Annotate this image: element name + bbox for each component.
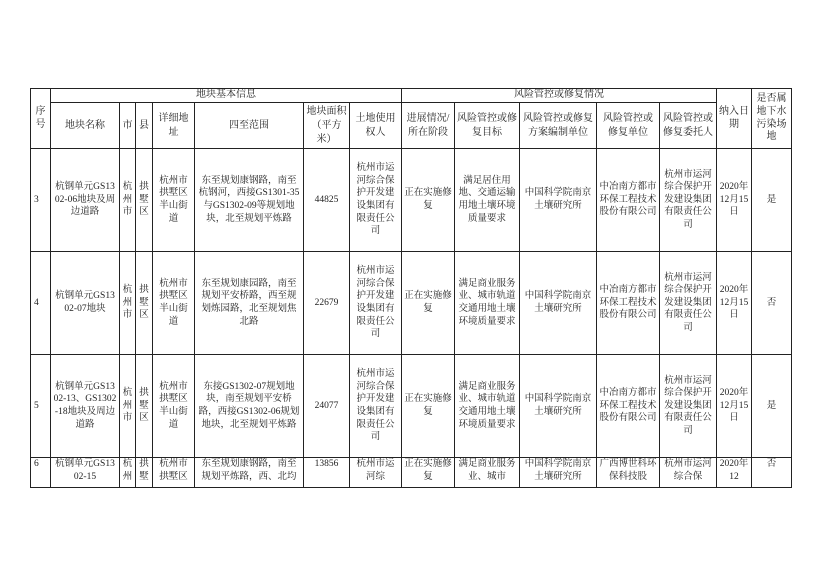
groundwater-text: 是	[766, 400, 777, 411]
seq-text: 6	[34, 459, 39, 469]
cell-client	[660, 355, 717, 458]
header-plan-unit: 风险管控或修复方案编制单位	[520, 103, 597, 149]
header-owner: 土地使用权人	[350, 103, 402, 149]
repair-unit-text: 中冶南方都市环保工程技术股份有限公司	[599, 182, 657, 218]
owner-text: 杭州市运河综合保护开发建设集团有限责任公司	[356, 369, 395, 443]
header-repair-unit: 风险管控或修复单位	[597, 103, 660, 149]
table-row	[31, 458, 792, 488]
target-text: 满足商业服务业、城市	[458, 459, 516, 482]
cell-area	[304, 149, 350, 252]
cell-address	[153, 252, 195, 355]
table-row	[31, 355, 792, 458]
city-text: 杭州	[122, 459, 133, 482]
cell-repair-unit	[597, 355, 660, 458]
client-text: 杭州市运河综合保护开发建设集团有限责任公司	[664, 169, 712, 230]
cell-owner	[350, 149, 402, 252]
city-text: 杭州市	[122, 285, 133, 321]
date-text: 2020年12	[719, 459, 749, 482]
header-area: 地块面积（平方米）	[304, 103, 350, 149]
cell-city	[120, 458, 136, 488]
progress-text: 正在实施修复	[404, 291, 452, 314]
owner-text: 杭州市运河综合保护开发建设集团有限责任公司	[356, 163, 395, 237]
cell-name	[51, 355, 120, 458]
target-text: 满足商业服务业、城市轨道交通用地土壤环境质量要求	[458, 278, 516, 327]
cell-client	[660, 149, 717, 252]
city-text: 杭州市	[122, 182, 133, 218]
cell-seq	[31, 149, 51, 252]
address-text: 杭州市拱墅区半山街道	[159, 175, 188, 224]
progress-text: 正在实施修复	[404, 459, 452, 482]
plan-unit-text: 中国科学院南京土壤研究所	[524, 394, 592, 417]
header-progress: 进展情况/所在阶段	[402, 103, 455, 149]
cell-city	[120, 355, 136, 458]
cell-area	[304, 458, 350, 488]
cell-county	[136, 458, 153, 488]
repair-unit-text: 中冶南方都市环保工程技术股份有限公司	[599, 388, 657, 424]
groundwater-text: 是	[766, 194, 777, 205]
cell-date	[717, 252, 752, 355]
cell-progress	[402, 252, 455, 355]
name-text: 杭钢单元GS1302-15	[55, 459, 115, 482]
cell-date	[717, 458, 752, 488]
header-client: 风险管控或修复委托人	[660, 103, 717, 149]
cell-area	[304, 355, 350, 458]
cell-repair-unit	[597, 149, 660, 252]
date-text: 2020年12月15日	[719, 285, 749, 321]
cell-name	[51, 458, 120, 488]
boundary-text: 东至规划康钢路，南至规划平炼路，西、北均	[201, 459, 297, 482]
cell-groundwater	[752, 458, 792, 488]
seq-text: 4	[34, 297, 39, 308]
cell-owner	[350, 252, 402, 355]
cell-plan-unit	[520, 355, 597, 458]
cell-progress	[402, 149, 455, 252]
seq-text: 3	[34, 194, 39, 205]
header-group-risk: 风险管控或修复情况	[402, 89, 717, 103]
address-text: 杭州市拱墅区半山街道	[159, 381, 188, 430]
cell-address	[153, 149, 195, 252]
cell-repair-unit	[597, 252, 660, 355]
target-text: 满足居住用地、交通运输用地土壤环境质量要求	[458, 175, 516, 224]
header-address: 详细地址	[153, 103, 195, 149]
cell-address	[153, 355, 195, 458]
header-groundwater: 是否属地下水污染场地	[752, 89, 792, 149]
cell-progress	[402, 458, 455, 488]
cell-seq	[31, 458, 51, 488]
cell-target	[455, 355, 520, 458]
area-text: 44825	[314, 194, 339, 205]
county-text: 拱墅区	[139, 285, 149, 321]
cell-seq	[31, 252, 51, 355]
cell-client	[660, 252, 717, 355]
boundary-text: 东至规划康钢路，南至杭钢河，西接GS1301-35与GS1302-09等规划地块，北至规划平炼路	[198, 175, 300, 224]
cell-boundary	[195, 149, 304, 252]
date-text: 2020年12月15日	[719, 388, 749, 424]
boundary-text: 东至规划康园路，南至规划平安桥路，西至规划炼园路，北至规划焦北路	[201, 278, 297, 327]
cell-repair-unit	[597, 458, 660, 488]
header-group-basic: 地块基本信息	[51, 89, 402, 103]
cell-owner	[350, 458, 402, 488]
client-text: 杭州市运河综合保	[664, 459, 712, 482]
cell-progress	[402, 355, 455, 458]
header-county: 县	[136, 103, 153, 149]
cell-date	[717, 355, 752, 458]
area-text: 22679	[314, 297, 339, 308]
progress-text: 正在实施修复	[404, 188, 452, 211]
seq-text: 5	[34, 400, 39, 411]
cell-groundwater	[752, 149, 792, 252]
groundwater-text: 否	[766, 459, 777, 469]
owner-text: 杭州市运河综合保护开发建设集团有限责任公司	[356, 266, 395, 340]
name-text: 杭钢单元GS1302-07地块	[55, 291, 115, 314]
cell-area	[304, 252, 350, 355]
header-seq: 序号	[31, 89, 51, 149]
owner-text: 杭州市运河综	[356, 459, 395, 482]
cell-seq	[31, 355, 51, 458]
county-text: 拱墅区	[139, 182, 149, 218]
plan-unit-text: 中国科学院南京土壤研究所	[524, 188, 592, 211]
cell-groundwater	[752, 252, 792, 355]
area-text: 24077	[314, 400, 339, 411]
progress-text: 正在实施修复	[404, 394, 452, 417]
cell-name	[51, 149, 120, 252]
plan-unit-text: 中国科学院南京土壤研究所	[524, 291, 592, 314]
target-text: 满足商业服务业、城市轨道交通用地土壤环境质量要求	[458, 381, 516, 430]
plan-unit-text: 中国科学院南京土壤研究所	[524, 459, 592, 482]
address-text: 杭州市拱墅区	[159, 459, 188, 482]
cell-target	[455, 252, 520, 355]
client-text: 杭州市运河综合保护开发建设集团有限责任公司	[664, 272, 712, 333]
cell-county	[136, 252, 153, 355]
cell-plan-unit	[520, 149, 597, 252]
cell-plan-unit	[520, 252, 597, 355]
cell-boundary	[195, 355, 304, 458]
repair-unit-text: 中冶南方都市环保工程技术股份有限公司	[599, 285, 657, 321]
cell-county	[136, 355, 153, 458]
header-date: 纳入日期	[717, 89, 752, 149]
header-target: 风险管控或修复目标	[455, 103, 520, 149]
city-text: 杭州市	[122, 388, 133, 424]
county-text: 拱墅	[139, 459, 149, 482]
table-row	[31, 252, 792, 355]
address-text: 杭州市拱墅区半山街道	[159, 278, 188, 327]
table-row	[31, 149, 792, 252]
name-text: 杭钢单元GS1302-06地块及周边道路	[54, 182, 116, 218]
header-name: 地块名称	[51, 103, 120, 149]
client-text: 杭州市运河综合保护开发建设集团有限责任公司	[664, 375, 712, 436]
date-text: 2020年12月15日	[719, 182, 749, 218]
cell-city	[120, 252, 136, 355]
cell-county	[136, 149, 153, 252]
cell-client	[660, 458, 717, 488]
groundwater-text: 否	[766, 297, 777, 308]
cell-date	[717, 149, 752, 252]
cell-boundary	[195, 252, 304, 355]
boundary-text: 东接GS1302-07规划地块，南至规划平安桥路，西接GS1302-06规划地块，北至规划平炼路	[198, 381, 300, 430]
cell-address	[153, 458, 195, 488]
cell-target	[455, 458, 520, 488]
cell-city	[120, 149, 136, 252]
cell-name	[51, 252, 120, 355]
area-text: 13856	[314, 459, 339, 469]
cell-boundary	[195, 458, 304, 488]
repair-unit-text: 广西博世科环保科技股	[599, 459, 657, 482]
county-text: 拱墅区	[139, 388, 149, 424]
header-city: 市	[120, 103, 136, 149]
cell-groundwater	[752, 355, 792, 458]
contaminated-site-table	[30, 88, 792, 488]
cell-owner	[350, 355, 402, 458]
cell-target	[455, 149, 520, 252]
header-boundary: 四至范围	[195, 103, 304, 149]
cell-plan-unit	[520, 458, 597, 488]
name-text: 杭钢单元GS1302-13、GS1302-18地块及周边道路	[53, 381, 117, 430]
